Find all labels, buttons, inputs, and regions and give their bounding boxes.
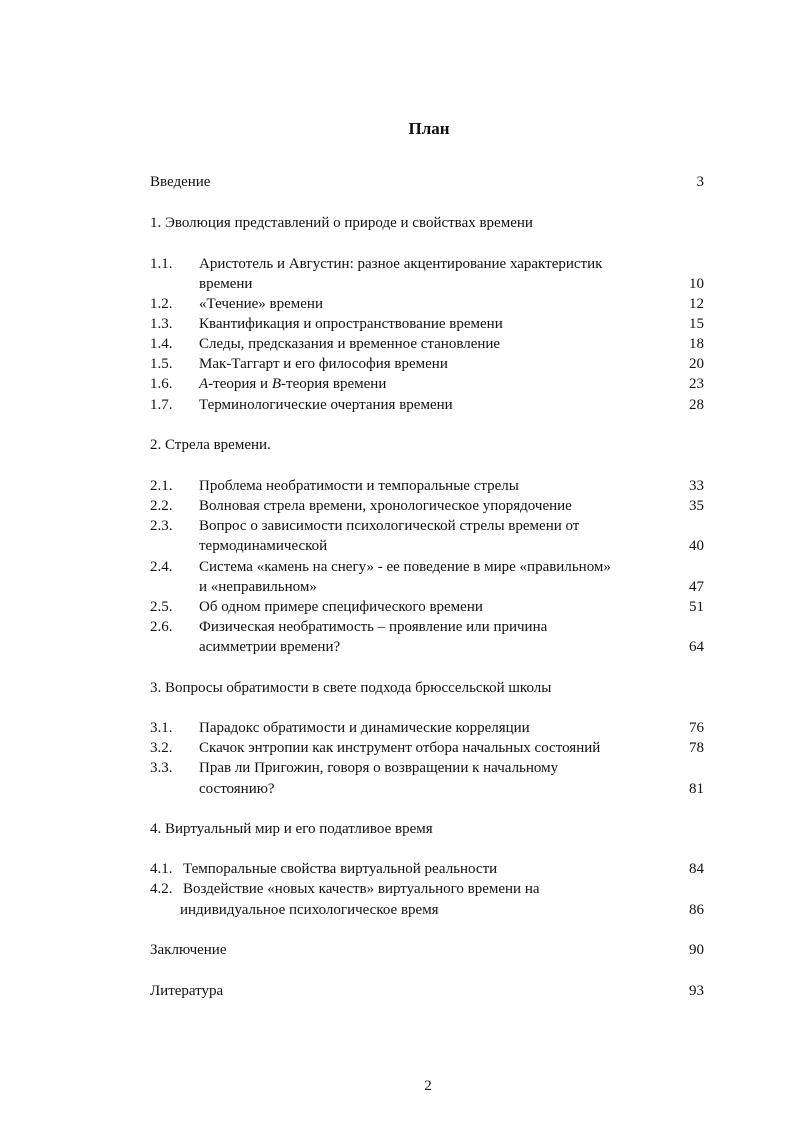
section-heading: 1. Эволюция представлений о природе и свойствах времени [150, 215, 533, 231]
toc-item: 3.2. Скачок энтропии как инструмент отбора начальных состояний 78 [150, 740, 704, 756]
toc-item: 3.3. Прав ли Пригожин, говоря о возвращении к начальному [150, 760, 559, 776]
page-title: План [408, 119, 450, 138]
toc-item: 4.2. Воздействие «новых качеств» виртуального времени на [150, 881, 540, 897]
toc-item: 1.1. Аристотель и Августин: разное акцентирование характеристик [150, 256, 603, 272]
section-heading: 2. Стрела времени. [150, 437, 271, 453]
toc-item-cont: индивидуальное психологическое время 86 [180, 902, 704, 918]
toc-item: 2.5. Об одном примере специфического времени 51 [150, 599, 704, 615]
toc-entry-intro [0, 172, 793, 192]
toc-item: 1.5. Мак-Таггарт и его философия времени 20 [150, 356, 704, 372]
section-heading: 3. Вопросы обратимости в свете подхода брюссельской школы [150, 680, 552, 696]
toc-entry-literature: Литература 93 [150, 983, 704, 999]
toc-label: Введение [150, 174, 211, 190]
toc-item: 1.2. «Течение» времени 12 [150, 296, 704, 312]
toc-item: 1.7. Терминологические очертания времени 28 [150, 397, 704, 413]
toc-entry-conclusion: Заключение 90 [150, 942, 704, 958]
toc-item: 3.1. Парадокс обратимости и динамические корреляции 76 [150, 720, 704, 736]
toc-item: 2.1. Проблема необратимости и темпоральные стрелы 33 [150, 478, 704, 494]
toc-item-cont: термодинамической 40 [199, 538, 704, 554]
toc-item: 2.3. Вопрос о зависимости психологической стрелы времени от [150, 518, 580, 534]
toc-item: 1.4. Следы, предсказания и временное становление 18 [150, 336, 704, 352]
toc-item: 4.1. Темпоральные свойства виртуальной реальности 84 [150, 861, 704, 877]
toc-page: 3 [696, 174, 704, 190]
page-number: 2 [424, 1078, 432, 1094]
toc-item: 1.3. Квантификация и опространствование времени 15 [150, 316, 704, 332]
toc-item-cont: и «неправильном» 47 [199, 579, 704, 595]
toc-item-cont: времени 10 [199, 276, 704, 292]
toc-item: 1.6. A-теория и B-теория времени 23 [150, 376, 704, 392]
toc-item-cont: асимметрии времени? 64 [199, 639, 704, 655]
toc-item: 2.6. Физическая необратимость – проявление или причина [150, 619, 548, 635]
toc-item: 2.4. Система «камень на снегу» - ее поведение в мире «правильном» [150, 559, 611, 575]
section-heading: 4. Виртуальный мир и его податливое время [150, 821, 433, 837]
toc-item-cont: состоянию? 81 [199, 781, 704, 797]
toc-item: 2.2. Волновая стрела времени, хронологическое упорядочение 35 [150, 498, 704, 514]
